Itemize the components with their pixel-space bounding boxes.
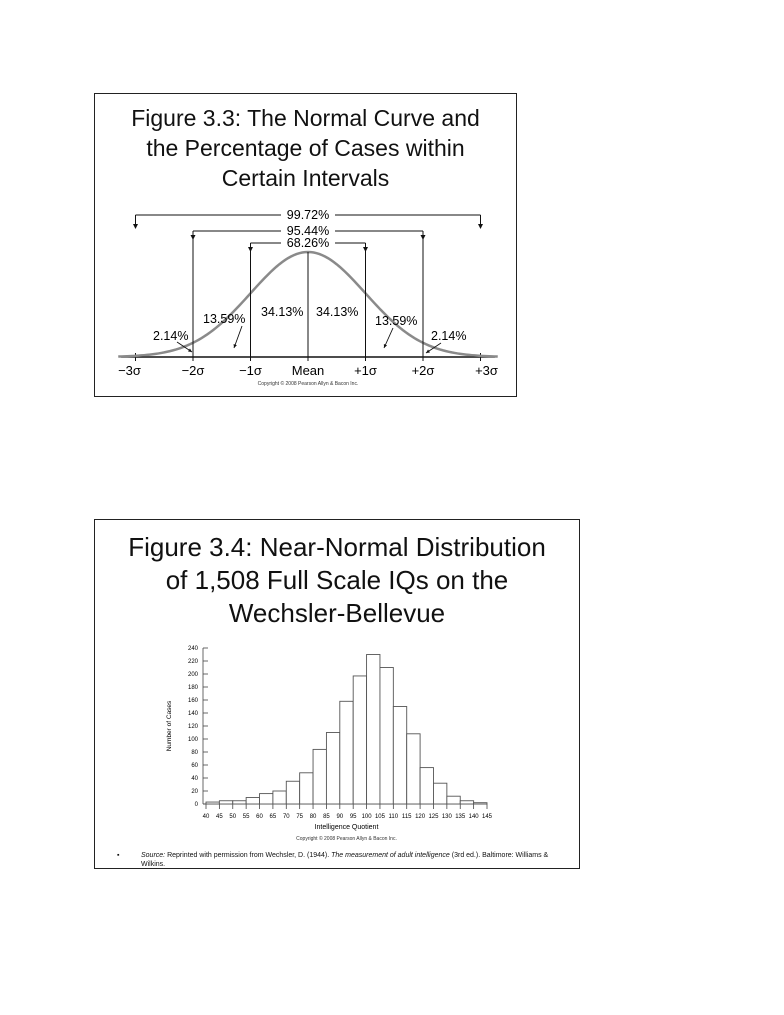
x-tick-label: 55 [242,814,250,820]
bracket-label: 99.72% [286,208,330,222]
x-tick-label: 120 [415,814,426,820]
histogram-bar [286,781,299,804]
area-percent-label: 13.59% [375,314,418,328]
x-tick-label: 45 [216,814,223,820]
histogram-bar [313,749,326,804]
label-pointer-head [234,344,237,348]
histogram-bar [407,734,420,804]
x-axis-label: Intelligence Quotient [314,824,379,831]
copyright-text: Copyright © 2008 Pearson Allyn & Bacon Inc. [296,836,397,842]
x-tick-label: 70 [282,814,290,820]
y-tick-label: 160 [187,698,198,704]
x-tick-label: −2σ [181,363,205,378]
title-line: Wechsler-Bellevue [228,598,446,628]
histogram-bar [447,796,460,804]
bracket-arrow-head [191,235,196,240]
x-tick-label: 105 [374,814,385,820]
histogram-bar [300,773,313,804]
y-tick-label: 60 [191,763,198,769]
area-percent-label: 34.13% [261,305,304,319]
area-percent-label: 13.59% [203,312,246,326]
bracket-label: 95.44% [286,224,330,238]
y-tick-label: 200 [187,672,198,678]
x-tick-label: 110 [388,814,399,820]
histogram-bar [353,676,366,804]
bracket-arrow-head [248,247,253,252]
area-percent-label: 2.14% [431,329,467,343]
area-percent-label: 34.13% [316,305,359,319]
histogram-bar [246,798,259,805]
figure-3-4-slide [94,519,580,869]
x-tick-label: 75 [296,814,304,820]
y-axis-label: Number of Cases [166,700,173,752]
title-line: Figure 3.4: Near-Normal Distribution [128,532,546,562]
x-tick-label: −1σ [239,363,262,378]
y-tick-label: 80 [191,750,198,756]
x-tick-label: +3σ [475,363,498,378]
x-tick-label: +2σ [411,363,435,378]
x-tick-label: 115 [401,814,412,820]
y-tick-label: 180 [187,685,198,691]
source-text-end: (3rd ed.). Baltimore: Williams & Wilkins. [141,852,549,868]
copyright-text: Copyright © 2008 Pearson Allyn & Bacon Inc. [257,381,359,387]
normal-curve-chart [95,94,518,398]
histogram-bar [420,768,433,804]
bracket-arrow-head [478,224,483,229]
iq-histogram-chart [95,520,581,870]
source-book-title: The measurement of adult intelligence [331,852,450,859]
histogram-bar [433,783,446,804]
x-tick-label: 80 [309,814,317,820]
x-tick-label: 135 [455,814,466,820]
x-tick-label: 85 [323,814,330,820]
histogram-bar [233,801,246,804]
y-tick-label: 240 [187,646,198,652]
x-tick-label: 125 [428,814,439,820]
bracket-label: 68.26% [286,236,330,250]
x-tick-label: 95 [349,814,357,820]
y-tick-label: 220 [187,659,198,665]
histogram-bar [474,803,487,804]
histogram-bar [340,701,353,804]
x-tick-label: 130 [441,814,452,820]
title-line: of 1,508 Full Scale IQs on the [165,565,509,595]
source-label: Source: [141,852,166,859]
title-line: the Percentage of Cases within [146,135,465,161]
title-line: Figure 3.3: The Normal Curve and [131,105,480,131]
x-tick-label: 90 [336,814,344,820]
y-tick-label: 100 [187,737,198,743]
x-tick-label: 65 [269,814,277,820]
bracket-arrow-head [421,235,426,240]
histogram-bar [206,802,219,804]
x-tick-label: 140 [468,814,479,820]
x-tick-label: 60 [256,814,263,820]
histogram-bar [367,655,380,805]
y-tick-label: 0 [194,802,198,808]
figure-3-3-slide [94,93,517,397]
x-tick-label: +1σ [354,363,377,378]
y-tick-label: 120 [187,724,198,730]
bracket-arrow-head [363,247,368,252]
y-tick-label: 140 [187,711,198,717]
bullet-icon: ▪ [117,852,120,859]
histogram-bar [326,733,339,805]
source-text: Reprinted with permission from Wechsler, D. (1944). [165,852,332,859]
x-tick-label: 100 [361,814,372,820]
x-tick-label: 40 [202,814,210,820]
source-note [117,851,561,869]
x-tick-label: 145 [481,814,493,820]
histogram-bar [393,707,406,805]
x-tick-label: 50 [229,814,237,820]
x-tick-label: −3σ [118,363,141,378]
y-tick-label: 40 [191,776,198,782]
histogram-bar [260,794,273,804]
x-tick-label: Mean [291,363,325,378]
area-percent-label: 2.14% [153,329,189,343]
histogram-bar [380,668,393,805]
title-line: Certain Intervals [221,165,390,191]
histogram-bar [219,801,232,804]
histogram-bar [273,791,286,804]
histogram-bar [460,801,473,804]
y-tick-label: 20 [191,789,198,795]
bracket-arrow-head [133,224,138,229]
